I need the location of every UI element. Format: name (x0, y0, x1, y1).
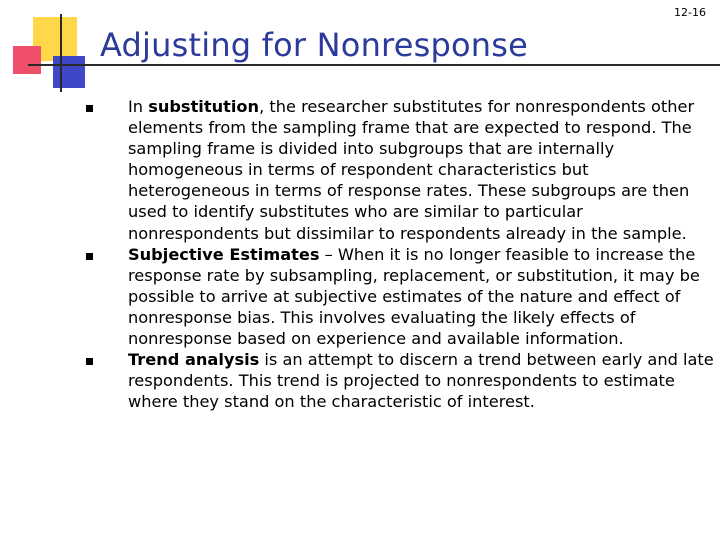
bullet-term: Trend analysis (128, 350, 260, 370)
bullet-term: Subjective Estimates (128, 244, 320, 264)
bullet-list (86, 96, 714, 412)
decor-vertical-line (60, 14, 62, 92)
decor-blue-square (53, 56, 85, 88)
bullet-term: substitution (148, 97, 260, 116)
bullet-prefix: In (128, 97, 149, 116)
bullet-square-icon (86, 253, 93, 260)
title-underline (28, 64, 720, 66)
bullet-text: – When it is no longer feasible to increase the response rate by subsampling, replacement, or substitution, it may be possible to arrive at subjective estimates of the nature and effect of nonresponse bias. This involves evaluating the likely effects of nonresponse based on experience and available information. (128, 244, 700, 349)
bullet-square-icon (86, 358, 93, 365)
decor-red-square (13, 46, 41, 74)
bullet-item-trend-analysis (86, 349, 714, 412)
bullet-text: is an attempt to discern a trend between early and late respondents. This trend is projected to nonrespondents to estimate where they stand on the characteristic of interest. (128, 350, 714, 412)
bullet-text: , the researcher substitutes for nonrespondents other elements from the sampling frame that are expected to respond. The sampling frame is divided into subgroups that are internally homogeneous in terms of respondent characteristics but heterogeneous in terms of response rates. These subgroups are then used to identify substitutes who are similar to particular nonrespondents but dissimilar to respondents already in the sample. (128, 97, 695, 243)
slide-title: Adjusting for Nonresponse (100, 26, 528, 64)
bullet-item-subjective-estimates (86, 244, 714, 349)
slide-number: 12-16 (674, 6, 706, 19)
bullet-item-substitution (86, 96, 714, 244)
bullet-square-icon (86, 105, 93, 112)
